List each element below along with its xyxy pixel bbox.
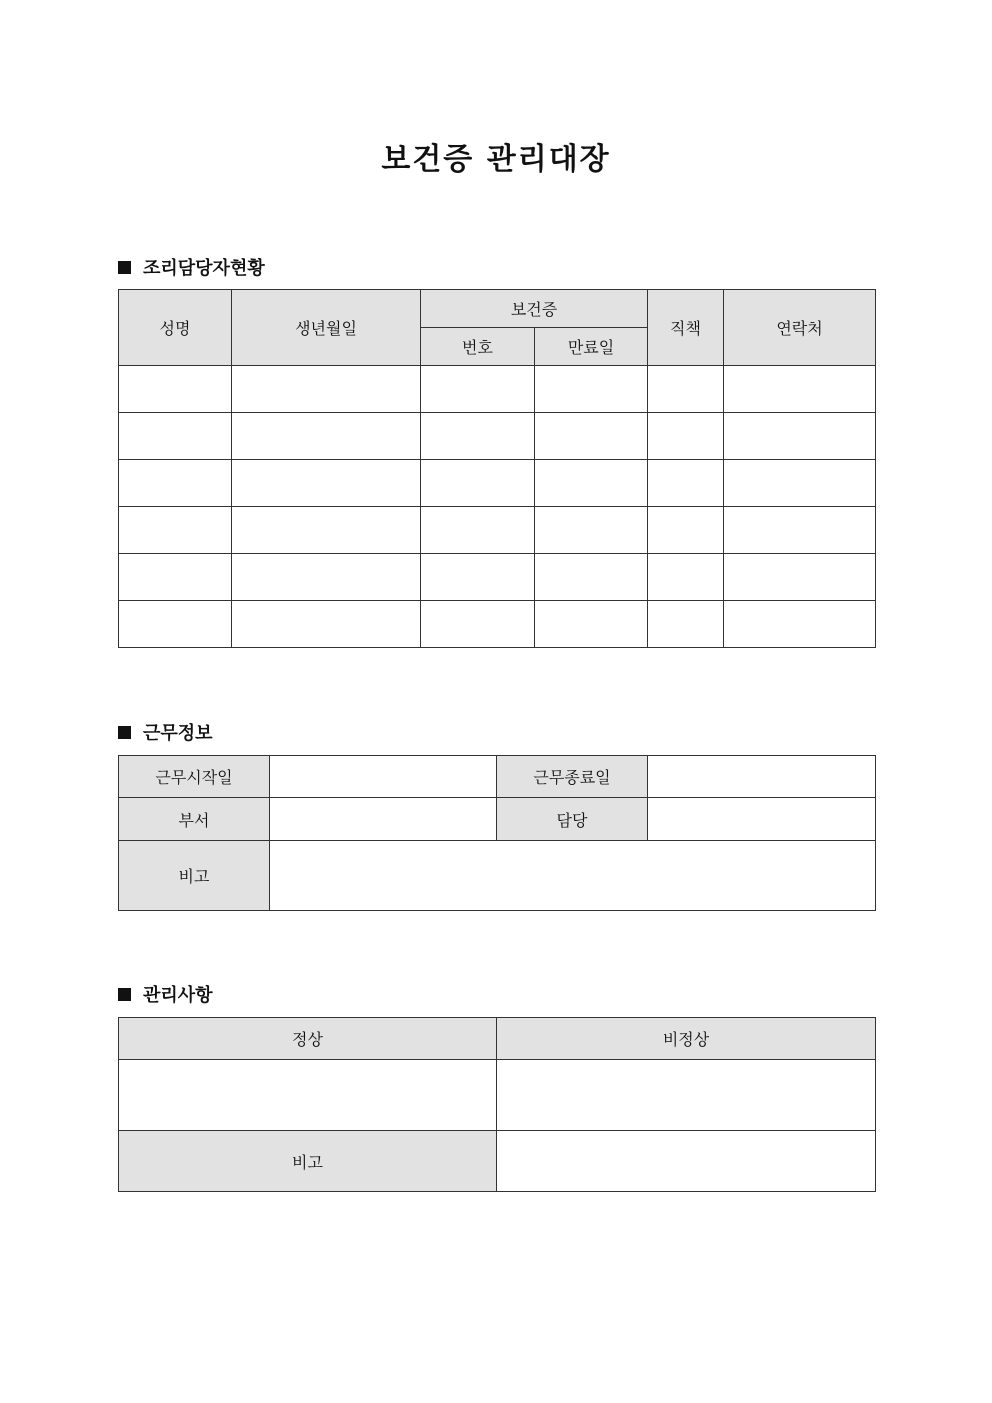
cell-number[interactable]	[421, 554, 535, 601]
table-row	[119, 507, 876, 554]
header-expiry: 만료일	[535, 328, 648, 366]
work-section-title: 근무정보	[143, 723, 213, 744]
cell-contact[interactable]	[724, 507, 876, 554]
table-row	[119, 366, 876, 413]
work-section-heading	[118, 719, 213, 745]
cell-birth[interactable]	[232, 507, 421, 554]
work-note-field[interactable]	[270, 841, 876, 911]
cell-position[interactable]	[648, 366, 724, 413]
cell-contact[interactable]	[724, 366, 876, 413]
work-note-label: 비고	[119, 841, 270, 911]
manage-section-title: 관리사항	[143, 985, 213, 1006]
cell-position[interactable]	[648, 554, 724, 601]
header-name: 성명	[119, 290, 232, 366]
cell-number[interactable]	[421, 413, 535, 460]
department-field[interactable]	[270, 798, 497, 841]
cell-contact[interactable]	[724, 601, 876, 648]
manager-field[interactable]	[648, 798, 876, 841]
cell-name[interactable]	[119, 601, 232, 648]
cell-expiry[interactable]	[535, 507, 648, 554]
cell-name[interactable]	[119, 554, 232, 601]
manager-label: 담당	[497, 798, 648, 841]
header-birth: 생년월일	[232, 290, 421, 366]
start-date-field[interactable]	[270, 756, 497, 798]
cell-position[interactable]	[648, 460, 724, 507]
manage-note-field[interactable]	[497, 1131, 876, 1192]
square-bullet-icon	[118, 988, 131, 1001]
cell-number[interactable]	[421, 507, 535, 554]
header-position: 직책	[648, 290, 724, 366]
cell-position[interactable]	[648, 601, 724, 648]
manage-section-heading	[118, 981, 213, 1007]
cell-contact[interactable]	[724, 554, 876, 601]
cell-number[interactable]	[421, 601, 535, 648]
square-bullet-icon	[118, 261, 131, 274]
cell-name[interactable]	[119, 366, 232, 413]
cook-section-heading	[118, 254, 265, 280]
page-title: 보건증 관리대장	[381, 142, 611, 177]
normal-header: 정상	[119, 1018, 497, 1060]
cell-name[interactable]	[119, 413, 232, 460]
cell-number[interactable]	[421, 460, 535, 507]
abnormal-field[interactable]	[497, 1060, 876, 1131]
cell-birth[interactable]	[232, 413, 421, 460]
cell-expiry[interactable]	[535, 413, 648, 460]
cell-expiry[interactable]	[535, 366, 648, 413]
cell-position[interactable]	[648, 413, 724, 460]
cell-name[interactable]	[119, 460, 232, 507]
normal-field[interactable]	[119, 1060, 497, 1131]
header-certificate: 보건증	[421, 290, 648, 328]
cell-name[interactable]	[119, 507, 232, 554]
table-row	[119, 554, 876, 601]
cell-position[interactable]	[648, 507, 724, 554]
start-date-label: 근무시작일	[119, 756, 270, 798]
cook-staff-table	[118, 289, 876, 648]
table-row	[119, 601, 876, 648]
cell-number[interactable]	[421, 366, 535, 413]
work-info-table	[118, 755, 876, 911]
cell-expiry[interactable]	[535, 460, 648, 507]
cell-birth[interactable]	[232, 460, 421, 507]
header-number: 번호	[421, 328, 535, 366]
department-label: 부서	[119, 798, 270, 841]
cell-birth[interactable]	[232, 554, 421, 601]
cell-contact[interactable]	[724, 460, 876, 507]
manage-note-label: 비고	[119, 1131, 497, 1192]
cook-section-title: 조리담당자현황	[143, 258, 265, 279]
header-contact: 연락처	[724, 290, 876, 366]
table-row	[119, 413, 876, 460]
cell-birth[interactable]	[232, 366, 421, 413]
table-row	[119, 460, 876, 507]
cell-birth[interactable]	[232, 601, 421, 648]
end-date-label: 근무종료일	[497, 756, 648, 798]
cell-contact[interactable]	[724, 413, 876, 460]
end-date-field[interactable]	[648, 756, 876, 798]
management-table	[118, 1017, 876, 1192]
abnormal-header: 비정상	[497, 1018, 876, 1060]
cell-expiry[interactable]	[535, 601, 648, 648]
cell-expiry[interactable]	[535, 554, 648, 601]
square-bullet-icon	[118, 726, 131, 739]
